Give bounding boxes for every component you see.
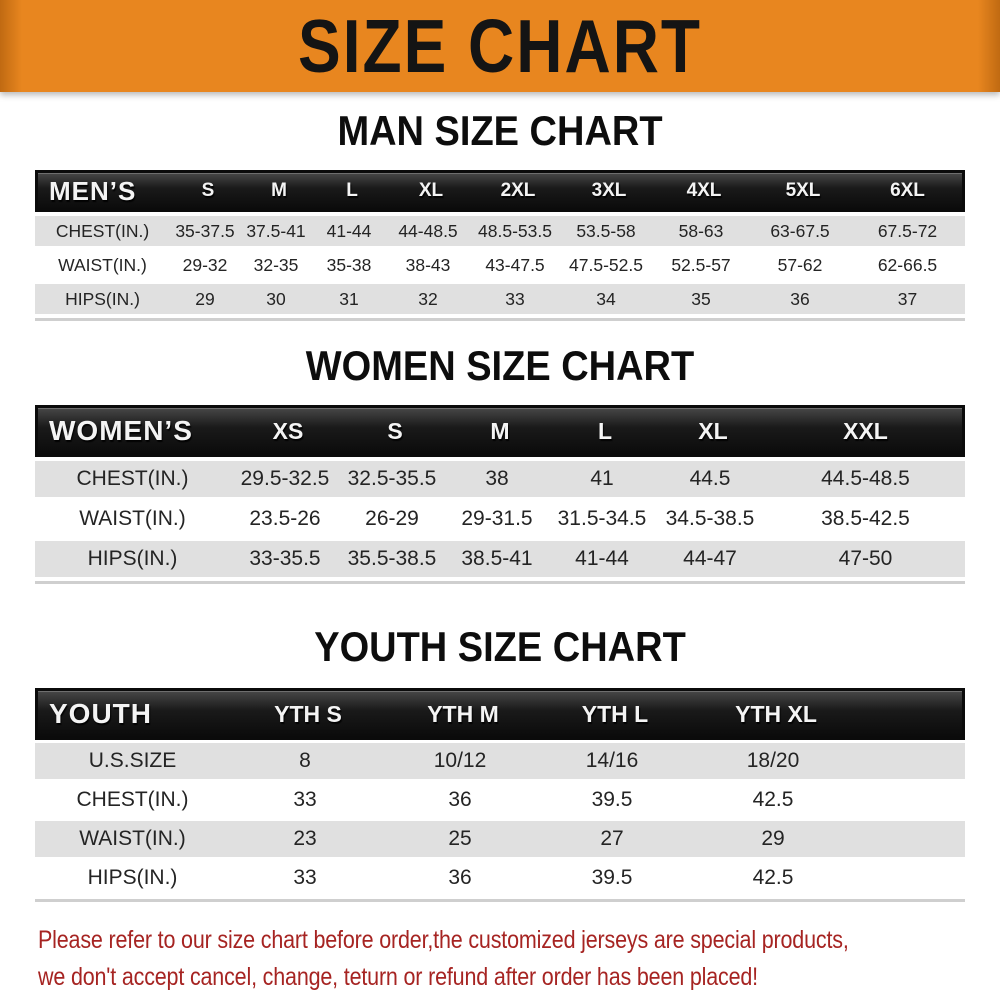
size-value-cell: 43-47.5	[485, 254, 545, 275]
column-header-cell: YTH XL	[735, 700, 817, 727]
row-label-cell: U.S.SIZE	[88, 749, 177, 772]
size-value-cell: 39.5	[591, 788, 633, 811]
size-value-cell: 35-37.5	[175, 220, 235, 241]
size-value-cell: 34	[596, 288, 616, 309]
column-header-cell: 2XL	[500, 180, 536, 201]
table-row-waist	[35, 501, 965, 537]
size-value-cell: 29-31.5	[461, 507, 533, 530]
men-table-header-row	[35, 170, 965, 212]
column-header-cell: XL	[698, 417, 728, 444]
youth-size-table	[35, 688, 965, 902]
size-value-cell: 36	[790, 288, 810, 309]
size-value-cell: 23	[293, 827, 317, 850]
size-value-cell: 57-62	[777, 254, 823, 275]
column-header-cell: M	[271, 180, 287, 201]
size-value-cell: 23.5-26	[249, 507, 321, 530]
row-label-cell: WAIST(IN.)	[79, 827, 186, 850]
size-value-cell: 35.5-38.5	[347, 547, 437, 570]
size-value-cell: 8	[299, 749, 311, 772]
table-row-hips	[35, 541, 965, 577]
youth-table-corner-label: YOUTH	[49, 698, 152, 729]
size-value-cell: 47-50	[838, 547, 893, 570]
size-value-cell: 44-48.5	[398, 220, 458, 241]
size-value-cell: 35	[691, 288, 711, 309]
size-value-cell: 48.5-53.5	[478, 220, 552, 241]
size-value-cell: 38.5-41	[461, 547, 533, 570]
size-value-cell: 39.5	[591, 866, 633, 889]
size-value-cell: 32.5-35.5	[347, 467, 437, 490]
size-value-cell: 29.5-32.5	[240, 467, 330, 490]
size-value-cell: 32-35	[253, 254, 299, 275]
size-value-cell: 38.5-42.5	[821, 507, 910, 530]
size-value-cell: 67.5-72	[877, 220, 938, 241]
women-table-corner-label: WOMEN’S	[49, 415, 193, 446]
men-size-table	[35, 170, 965, 321]
size-value-cell: 29-32	[182, 254, 228, 275]
table-bottom-rule	[35, 318, 965, 321]
size-value-cell: 29	[761, 827, 785, 850]
column-header-cell: YTH M	[427, 700, 499, 727]
table-row-chest	[35, 782, 965, 818]
size-chart-banner	[0, 0, 1000, 92]
size-value-cell: 31	[339, 288, 359, 309]
row-label-cell: HIPS(IN.)	[87, 547, 178, 570]
women-section-heading	[0, 343, 1000, 391]
size-value-cell: 33-35.5	[249, 547, 321, 570]
size-value-cell: 33	[505, 288, 525, 309]
size-value-cell: 44.5	[689, 467, 731, 490]
column-header-cell: 5XL	[785, 180, 821, 201]
man-section-heading	[0, 110, 1000, 154]
column-header-cell: S	[387, 417, 403, 444]
size-value-cell: 52.5-57	[671, 254, 731, 275]
size-value-cell: 58-63	[678, 220, 724, 241]
women-table-header-row	[35, 405, 965, 457]
size-value-cell: 38	[485, 467, 509, 490]
table-bottom-rule	[35, 581, 965, 584]
youth-section-heading	[0, 624, 1000, 672]
row-label-cell: WAIST(IN.)	[58, 254, 147, 275]
size-value-cell: 41-44	[575, 547, 629, 570]
size-value-cell: 63-67.5	[770, 220, 830, 241]
size-value-cell: 27	[600, 827, 624, 850]
size-value-cell: 42.5	[752, 866, 794, 889]
row-label-cell: CHEST(IN.)	[55, 220, 150, 241]
size-value-cell: 26-29	[365, 507, 419, 530]
table-row-chest	[35, 216, 965, 246]
size-value-cell: 53.5-58	[576, 220, 636, 241]
size-value-cell: 30	[266, 288, 286, 309]
size-value-cell: 38-43	[405, 254, 451, 275]
footer-note-line-2: we don't accept cancel, change, teturn or refund after order has been placed!	[38, 963, 758, 991]
size-value-cell: 18/20	[746, 749, 800, 772]
youth-heading-text: YOUTH SIZE CHART	[314, 624, 686, 672]
size-value-cell: 25	[448, 827, 472, 850]
youth-table-header-row	[35, 688, 965, 740]
women-size-table	[35, 405, 965, 584]
row-label-cell: CHEST(IN.)	[76, 467, 189, 490]
size-value-cell: 14/16	[585, 749, 639, 772]
size-value-cell: 34.5-38.5	[665, 507, 755, 530]
table-row-hips	[35, 860, 965, 896]
size-value-cell: 10/12	[433, 749, 487, 772]
women-heading-text: WOMEN SIZE CHART	[305, 343, 695, 391]
row-label-cell: HIPS(IN.)	[87, 866, 178, 889]
size-value-cell: 35-38	[326, 254, 372, 275]
column-header-cell: L	[597, 417, 613, 444]
table-row-hips	[35, 284, 965, 314]
table-row-waist	[35, 821, 965, 857]
size-value-cell: 62-66.5	[877, 254, 938, 275]
size-value-cell: 29	[195, 288, 215, 309]
table-row-waist	[35, 250, 965, 280]
size-value-cell: 37.5-41	[246, 220, 306, 241]
row-label-cell: CHEST(IN.)	[76, 788, 189, 811]
column-header-cell: S	[201, 180, 215, 201]
column-header-cell: YTH L	[581, 700, 649, 727]
size-value-cell: 41-44	[326, 220, 372, 241]
column-header-cell: 4XL	[686, 180, 722, 201]
column-header-cell: 3XL	[591, 180, 627, 201]
footer-note	[38, 922, 1000, 996]
size-value-cell: 32	[418, 288, 438, 309]
row-label-cell: WAIST(IN.)	[79, 507, 186, 530]
size-value-cell: 31.5-34.5	[557, 507, 647, 530]
banner-title: SIZE CHART	[298, 3, 702, 89]
column-header-cell: XL	[418, 180, 444, 201]
footer-note-line-1: Please refer to our size chart before order,the customized jerseys are special products,	[38, 926, 849, 954]
table-bottom-rule	[35, 899, 965, 902]
size-value-cell: 33	[293, 788, 317, 811]
size-value-cell: 36	[448, 866, 472, 889]
size-value-cell: 41	[590, 467, 614, 490]
men-table-corner-label: MEN’S	[49, 175, 137, 206]
man-heading-text: MAN SIZE CHART	[337, 108, 663, 156]
size-value-cell: 33	[293, 866, 317, 889]
size-value-cell: 44.5-48.5	[821, 467, 910, 490]
table-row-chest	[35, 461, 965, 497]
column-header-cell: XXL	[843, 417, 888, 444]
size-value-cell: 37	[897, 288, 918, 309]
column-header-cell: 6XL	[890, 180, 925, 201]
column-header-cell: M	[490, 417, 510, 444]
column-header-cell: YTH S	[274, 700, 342, 727]
table-row-us-size	[35, 743, 965, 779]
size-value-cell: 47.5-52.5	[569, 254, 643, 275]
size-value-cell: 44-47	[683, 547, 737, 570]
size-value-cell: 42.5	[752, 788, 794, 811]
column-header-cell: XS	[272, 417, 304, 444]
row-label-cell: HIPS(IN.)	[65, 288, 140, 309]
size-value-cell: 36	[448, 788, 472, 811]
column-header-cell: L	[346, 180, 358, 201]
